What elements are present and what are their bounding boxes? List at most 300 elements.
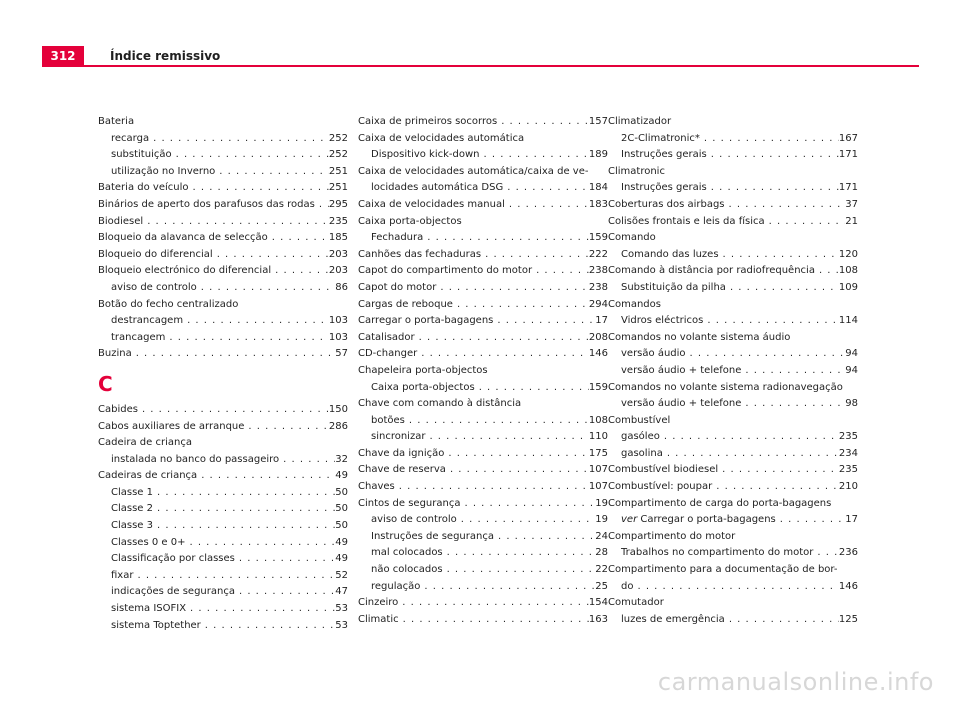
entry-text: Dispositivo kick-down [371, 149, 480, 161]
page-reference: 109 [838, 281, 858, 293]
entry-text: CD-changer [358, 348, 418, 360]
dot-leader [707, 147, 839, 164]
dot-leader [183, 313, 329, 330]
index-column-3 [608, 114, 858, 628]
page-reference: 125 [838, 613, 858, 625]
dot-leader [815, 263, 839, 280]
index-entry [358, 496, 608, 513]
index-entry [98, 230, 348, 247]
page-reference: 49 [335, 470, 348, 482]
entry-text: Vidros eléctricos [621, 315, 704, 327]
index-entry [98, 114, 348, 131]
index-entry [98, 297, 348, 314]
index-entry [608, 313, 858, 330]
entry-text: instalada no banco do passageiro [111, 453, 280, 465]
entry-text: Instruções gerais [621, 149, 707, 161]
dot-leader [268, 230, 329, 247]
page-reference: 171 [838, 149, 858, 161]
dot-leader [215, 164, 329, 181]
page-reference: 294 [588, 298, 608, 310]
index-entry [358, 297, 608, 314]
index-entry [358, 330, 608, 347]
entry-text: Chave de reserva [358, 464, 446, 476]
dot-leader [405, 413, 589, 430]
index-entry [608, 147, 858, 164]
dot-leader [186, 601, 335, 618]
entry-text: Classes 0 e 0+ [111, 536, 186, 548]
page-reference: 235 [328, 215, 348, 227]
dot-leader [153, 501, 335, 518]
page-reference: 17 [845, 514, 858, 526]
dot-leader [725, 197, 846, 214]
index-entry [358, 313, 608, 330]
index-entry [358, 396, 608, 413]
dot-leader [197, 280, 335, 297]
index-entry [608, 413, 858, 430]
index-entry [608, 247, 858, 264]
dot-leader [505, 197, 589, 214]
index-entry [358, 512, 608, 529]
entry-text: Classificação por classes [111, 553, 235, 565]
page-reference: 49 [335, 536, 348, 548]
dot-leader [185, 535, 335, 552]
index-entry [358, 413, 608, 430]
entry-text: Caixa de velocidades automática/caixa de ve- [358, 165, 589, 177]
page-reference: 235 [838, 431, 858, 443]
page-reference: 94 [845, 364, 858, 376]
dot-leader [197, 468, 335, 485]
page-reference: 238 [588, 281, 608, 293]
dot-leader [201, 618, 335, 635]
entry-text: Cinzeiro [358, 597, 399, 609]
entry-text: Cabos auxiliares de arranque [98, 420, 245, 432]
entry-text-continued: do [621, 580, 634, 592]
entry-text: versão áudio + telefone [621, 398, 742, 410]
index-entry [358, 462, 608, 479]
entry-text: Comando à distância por radiofrequência [608, 265, 815, 277]
index-entry [98, 197, 348, 214]
page-reference: 208 [588, 331, 608, 343]
page-reference: 19 [595, 497, 608, 509]
page-reference: 286 [328, 420, 348, 432]
index-entry [98, 618, 348, 635]
page-reference: 98 [845, 398, 858, 410]
entry-text: recarga [111, 132, 150, 144]
dot-leader [494, 529, 595, 546]
entry-text: Binários de aperto dos parafusos das rodas [98, 198, 315, 210]
page-reference: 210 [838, 481, 858, 493]
dot-leader [725, 612, 839, 629]
index-entry [608, 612, 858, 629]
page-reference: 21 [845, 215, 858, 227]
entry-text: sistema Toptether [111, 619, 201, 631]
index-entry [358, 579, 608, 596]
dot-leader [213, 247, 329, 264]
dot-leader [497, 114, 589, 131]
index-entry [608, 131, 858, 148]
page-reference: 159 [588, 232, 608, 244]
dot-leader [420, 579, 595, 596]
entry-text: sincronizar [371, 431, 426, 443]
index-entry [98, 501, 348, 518]
page-reference: 24 [595, 530, 608, 542]
page-reference: 203 [328, 265, 348, 277]
dot-leader [686, 346, 846, 363]
dot-leader [813, 545, 839, 562]
entry-text: Bateria [98, 116, 135, 127]
page-reference: 175 [588, 447, 608, 459]
entry-text: destrancagem [111, 315, 184, 327]
dot-leader [443, 545, 596, 562]
dot-leader [633, 579, 838, 596]
dot-leader [143, 214, 329, 231]
index-entry [608, 545, 858, 562]
index-entry [98, 435, 348, 452]
page-reference: 86 [335, 281, 348, 293]
entry-text: mal colocados [371, 547, 443, 559]
entry-text: aviso de controlo [371, 514, 457, 526]
index-entry [358, 247, 608, 264]
entry-text: Trabalhos no compartimento do motor [621, 547, 814, 559]
page-reference: 251 [328, 182, 348, 194]
index-entry [98, 214, 348, 231]
dot-leader [395, 479, 589, 496]
entry-text: gasóleo [621, 431, 660, 443]
index-entry [98, 601, 348, 618]
dot-leader [726, 280, 839, 297]
index-entry [608, 479, 858, 496]
entry-text: não colocados [371, 564, 443, 576]
page-reference: 108 [588, 414, 608, 426]
index-entry [98, 419, 348, 436]
entry-text: Caixa de velocidades automática [358, 132, 525, 144]
page-reference: 146 [588, 348, 608, 360]
page-reference: 184 [588, 182, 608, 194]
page-reference: 251 [328, 165, 348, 177]
page-reference: 183 [588, 198, 608, 210]
entry-text: Bloqueio da alavanca de selecção [98, 232, 268, 244]
page-reference: 235 [838, 464, 858, 476]
dot-leader [138, 402, 329, 419]
index-entry [98, 452, 348, 469]
dot-leader [399, 612, 589, 629]
index-entry [358, 197, 608, 214]
entry-text: Cargas de reboque [358, 298, 453, 310]
page-reference: 154 [588, 597, 608, 609]
index-entry [608, 164, 858, 181]
dot-leader [153, 518, 335, 535]
index-entry [98, 568, 348, 585]
entry-text: Classe 3 [111, 520, 154, 532]
entry-text: substituição [111, 149, 172, 161]
entry-text: Comandos no volante sistema radionavegação [608, 381, 843, 393]
index-entry [358, 562, 608, 579]
entry-text: indicações de segurança [111, 586, 235, 598]
entry-text: Carregar o porta-bagagens [358, 315, 494, 327]
index-entry [98, 402, 348, 419]
index-entry [608, 429, 858, 446]
page-reference: 103 [328, 315, 348, 327]
page-reference: 52 [335, 569, 348, 581]
entry-text: regulação [371, 580, 421, 592]
entry-text: Chave com comando à distância [358, 398, 522, 410]
index-entry [608, 512, 858, 529]
page-reference: 25 [595, 580, 608, 592]
dot-leader [279, 452, 335, 469]
page-reference: 57 [335, 348, 348, 360]
dot-leader [188, 180, 328, 197]
page-reference: 108 [838, 265, 858, 277]
entry-text: fixar [111, 569, 134, 581]
index-entry [358, 595, 608, 612]
entry-text: Climatizador [608, 116, 672, 127]
entry-text: Compartimento do motor [608, 530, 736, 542]
entry-text: Catalisador [358, 331, 415, 343]
page-reference: 19 [595, 514, 608, 526]
entry-text: Chaves [358, 481, 395, 493]
entry-text: Classe 2 [111, 503, 154, 515]
dot-leader [481, 247, 589, 264]
index-entry [608, 330, 858, 347]
entry-text: trancagem [111, 331, 166, 343]
dot-leader [235, 584, 335, 601]
entry-text: Cadeira de criança [98, 437, 192, 449]
page-reference: 50 [335, 520, 348, 532]
entry-text: Compartimento para a documentação de bor- [608, 564, 838, 576]
index-entry [358, 363, 608, 380]
dot-leader [443, 562, 596, 579]
dot-leader [532, 263, 589, 280]
index-entry [608, 230, 858, 247]
index-entry [608, 197, 858, 214]
page-reference: 203 [328, 248, 348, 260]
index-entry [608, 562, 858, 595]
dot-leader [235, 551, 335, 568]
entry-text: Combustível biodiesel [608, 464, 719, 476]
entry-text: luzes de emergência [621, 613, 725, 625]
entry-text: Comando [608, 232, 656, 244]
index-entry [608, 396, 858, 413]
dot-leader [718, 462, 839, 479]
page-reference: 120 [838, 248, 858, 260]
index-entry [358, 346, 608, 363]
index-entry [358, 545, 608, 562]
entry-text: Chave da ignição [358, 447, 445, 459]
entry-text: Capot do motor [358, 281, 437, 293]
entry-text: Cadeiras de criança [98, 470, 198, 482]
index-entry [98, 330, 348, 347]
page-reference: 49 [335, 553, 348, 565]
dot-leader [425, 429, 588, 446]
index-entry [98, 485, 348, 502]
index-entry [608, 180, 858, 197]
dot-leader [707, 180, 839, 197]
dot-leader [700, 131, 839, 148]
dot-leader [446, 462, 589, 479]
index-entry [358, 529, 608, 546]
page-title: Índice remissivo [110, 49, 221, 63]
page-reference: 185 [328, 232, 348, 244]
watermark-text: carmanualsonline.info [657, 668, 934, 696]
page-reference: 150 [328, 403, 348, 415]
index-entry [608, 297, 858, 314]
entry-text: Colisões frontais e leis da física [608, 215, 765, 227]
dot-leader [741, 363, 845, 380]
dot-leader [480, 147, 589, 164]
page-reference: 189 [588, 149, 608, 161]
entry-text: Caixa porta-objectos [358, 215, 462, 227]
dot-leader [165, 330, 329, 347]
index-entry [358, 263, 608, 280]
index-entry [358, 214, 608, 231]
entry-target: Carregar o porta-bagagens [640, 514, 776, 526]
page-number: 312 [42, 46, 84, 66]
dot-leader [153, 485, 335, 502]
dot-leader [149, 131, 329, 148]
dot-leader [398, 595, 589, 612]
entry-text: Bloqueio electrónico do diferencial [98, 265, 272, 277]
header-divider [42, 65, 919, 67]
dot-leader [132, 346, 336, 363]
dot-leader [503, 180, 589, 197]
index-entry [608, 496, 858, 513]
index-entry [98, 535, 348, 552]
entry-text: Capot do compartimento do motor [358, 265, 533, 277]
index-entry [608, 363, 858, 380]
dot-leader [493, 313, 595, 330]
index-entry [98, 147, 348, 164]
page-reference: 163 [588, 613, 608, 625]
dot-leader [719, 247, 839, 264]
dot-leader [765, 214, 846, 231]
page-reference: 37 [845, 198, 858, 210]
entry-text: Coberturas dos airbags [608, 198, 725, 210]
page-reference: 295 [328, 198, 348, 210]
index-entry [358, 114, 608, 131]
index-entry [608, 595, 858, 612]
dot-leader [712, 479, 839, 496]
index-column-2 [358, 114, 608, 628]
dot-leader [244, 419, 329, 436]
index-entry [358, 280, 608, 297]
page-reference: 47 [335, 586, 348, 598]
index-entry [358, 612, 608, 629]
entry-text: Cintos de segurança [358, 497, 461, 509]
index-entry [358, 429, 608, 446]
dot-leader [444, 446, 589, 463]
entry-text: Caixa de velocidades manual [358, 198, 505, 210]
entry-text: sistema ISOFIX [111, 603, 187, 615]
entry-text: Combustível [608, 414, 671, 426]
page-reference: 157 [588, 116, 608, 127]
dot-leader [776, 512, 846, 529]
index-entry [98, 280, 348, 297]
entry-text: Cabides [98, 403, 138, 415]
page-reference: 32 [335, 453, 348, 465]
page-reference: 17 [595, 315, 608, 327]
dot-leader [457, 512, 595, 529]
entry-text: Chapeleira porta-objectos [358, 364, 488, 376]
page-reference: 114 [838, 315, 858, 327]
index-entry [98, 518, 348, 535]
page-reference: 236 [838, 547, 858, 559]
dot-leader [172, 147, 329, 164]
page-reference: 222 [588, 248, 608, 260]
entry-text [621, 512, 776, 529]
index-entry [358, 164, 608, 197]
entry-text: Comandos [608, 298, 661, 310]
index-entry [98, 346, 348, 363]
entry-text: utilização no Inverno [111, 165, 216, 177]
entry-text: Classe 1 [111, 486, 154, 498]
dot-leader [703, 313, 839, 330]
page-reference: 22 [595, 564, 608, 576]
entry-text: gasolina [621, 447, 663, 459]
index-entry [608, 114, 858, 131]
entry-text: versão áudio + telefone [621, 364, 742, 376]
page-reference: 53 [335, 619, 348, 631]
entry-text: Substituição da pilha [621, 281, 726, 293]
entry-text: Combustível: poupar [608, 481, 713, 493]
page-reference: 110 [588, 431, 608, 443]
entry-text: Bateria do veículo [98, 182, 189, 194]
index-entry [608, 380, 858, 397]
page-reference: 53 [335, 603, 348, 615]
index-entry [98, 263, 348, 280]
entry-text: Bloqueio do diferencial [98, 248, 213, 260]
dot-leader [460, 496, 595, 513]
page-reference: 252 [328, 132, 348, 144]
dot-leader [271, 263, 329, 280]
entry-text: botões [371, 414, 405, 426]
dot-leader [663, 446, 839, 463]
index-entry [358, 380, 608, 397]
entry-text: Biodiesel [98, 215, 144, 227]
index-entry [358, 230, 608, 247]
index-entry [358, 446, 608, 463]
entry-text: Fechadura [371, 232, 424, 244]
entry-text: Botão do fecho centralizado [98, 298, 239, 310]
index-entry [98, 313, 348, 330]
index-entry [358, 479, 608, 496]
page-reference: 103 [328, 331, 348, 343]
index-entry [98, 468, 348, 485]
index-entry [608, 280, 858, 297]
dot-leader [133, 568, 335, 585]
entry-text: Canhões das fechaduras [358, 248, 482, 260]
page-header [0, 0, 960, 70]
index-entry [98, 164, 348, 181]
entry-text: Buzina [98, 348, 132, 360]
dot-leader [423, 230, 589, 247]
dot-leader [415, 330, 589, 347]
index-entry [98, 551, 348, 568]
page-reference: 94 [845, 348, 858, 360]
dot-leader [436, 280, 589, 297]
index-entry [358, 147, 608, 164]
entry-text: Caixa de primeiros socorros [358, 116, 498, 127]
index-entry [98, 180, 348, 197]
entry-text: versão áudio [621, 348, 686, 360]
entry-text: Climatronic [608, 165, 665, 177]
dot-leader [315, 197, 329, 214]
entry-text: Instruções gerais [621, 182, 707, 194]
dot-leader [660, 429, 839, 446]
index-entry [608, 346, 858, 363]
index-entry [358, 131, 608, 148]
entry-text: aviso de controlo [111, 281, 197, 293]
index-entry [98, 131, 348, 148]
